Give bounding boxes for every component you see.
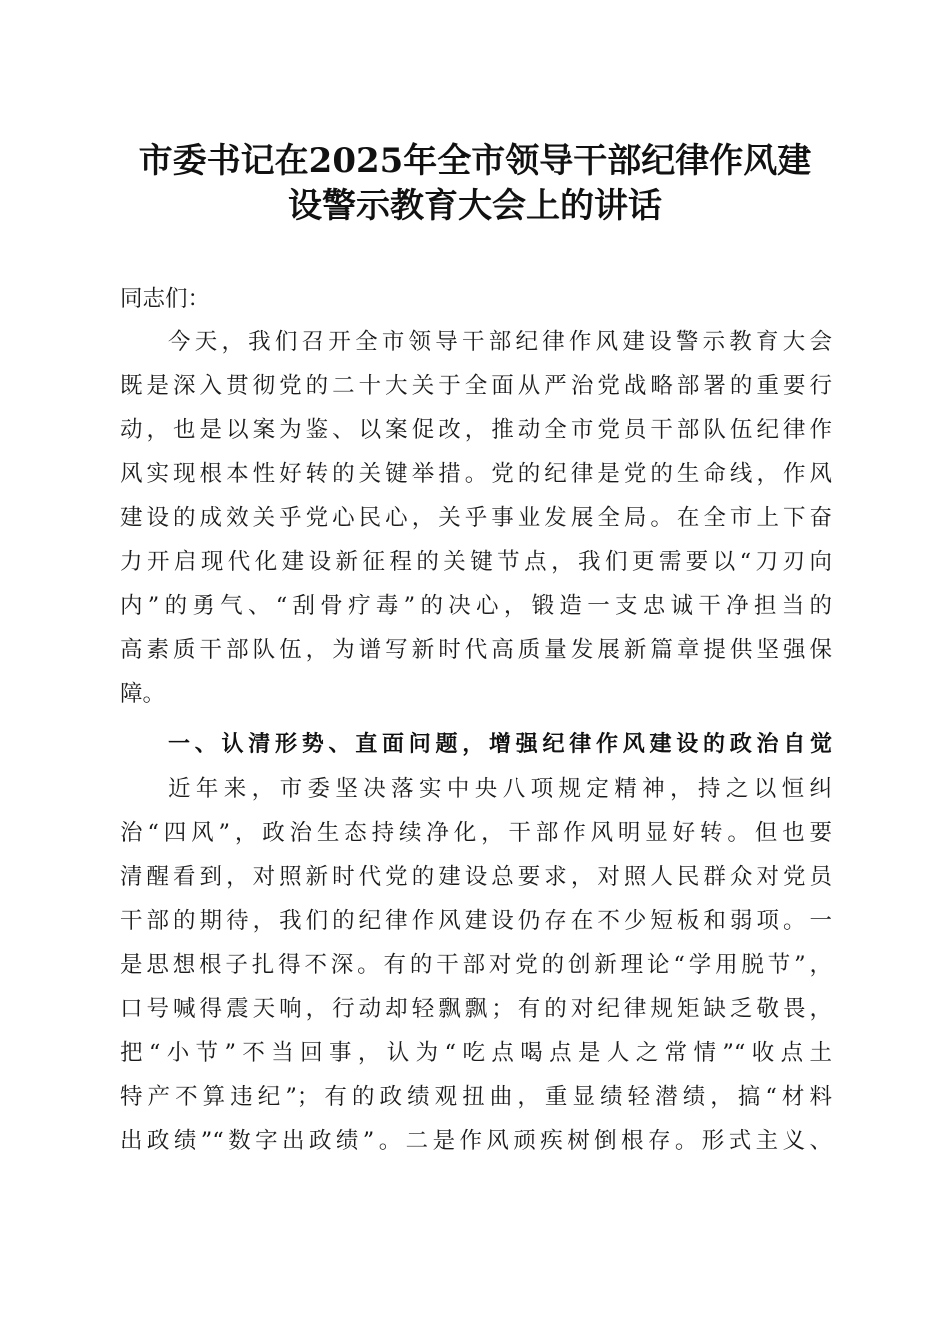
paragraph-1-line: 高素质干部队伍，为谱写新时代高质量发展新篇章提供坚强保 bbox=[120, 637, 832, 663]
paragraph-1-line: 既是深入贯彻党的二十大关于全面从严治党战略部署的重要行 bbox=[120, 373, 832, 399]
paragraph-1-line: 力开启现代化建设新征程的关键节点，我们更需要以“刀刃向 bbox=[120, 549, 832, 575]
paragraph-2-line: 治“四风”，政治生态持续净化，干部作风明显好转。但也要 bbox=[120, 820, 832, 846]
paragraph-2-line: 特产不算违纪”；有的政绩观扭曲，重显绩轻潜绩，搞“材料 bbox=[120, 1084, 832, 1110]
paragraph-2-line: 出政绩”“数字出政绩”。二是作风顽疾树倒根存。形式主义、 bbox=[120, 1128, 832, 1154]
paragraph-2-line: 把“小节”不当回事，认为“吃点喝点是人之常情”“收点土 bbox=[120, 1040, 832, 1066]
paragraph-2-line: 口号喊得震天响，行动却轻飘飘；有的对纪律规矩缺乏敬畏， bbox=[120, 996, 832, 1022]
paragraph-2-line: 近年来，市委坚决落实中央八项规定精神，持之以恒纠 bbox=[168, 776, 832, 802]
paragraph-2-line: 清醒看到，对照新时代党的建设总要求，对照人民群众对党员 bbox=[120, 864, 832, 890]
paragraph-1-line: 建设的成效关乎党心民心，关乎事业发展全局。在全市上下奋 bbox=[120, 505, 832, 531]
document-title-line-1: 市委书记在2025年全市领导干部纪律作风建 bbox=[138, 141, 812, 181]
document-title-line-2: 设警示教育大会上的讲话 bbox=[288, 186, 662, 226]
paragraph-1-line: 内”的勇气、“刮骨疗毒”的决心，锻造一支忠诚干净担当的 bbox=[120, 593, 832, 619]
paragraph-1-line: 障。 bbox=[120, 681, 166, 707]
paragraph-2-line: 是思想根子扎得不深。有的干部对党的创新理论“学用脱节”， bbox=[120, 952, 832, 978]
paragraph-1-line: 今天，我们召开全市领导干部纪律作风建设警示教育大会 bbox=[168, 329, 832, 355]
paragraph-1-line: 动，也是以案为鉴、以案促改，推动全市党员干部队伍纪律作 bbox=[120, 417, 832, 443]
paragraph-1-line: 风实现根本性好转的关键举措。党的纪律是党的生命线，作风 bbox=[120, 461, 832, 487]
paragraph-2-line: 干部的期待，我们的纪律作风建设仍存在不少短板和弱项。一 bbox=[120, 908, 832, 934]
section-1-heading: 一、认清形势、直面问题，增强纪律作风建设的政治自觉 bbox=[168, 732, 832, 757]
salutation: 同志们： bbox=[120, 286, 211, 312]
